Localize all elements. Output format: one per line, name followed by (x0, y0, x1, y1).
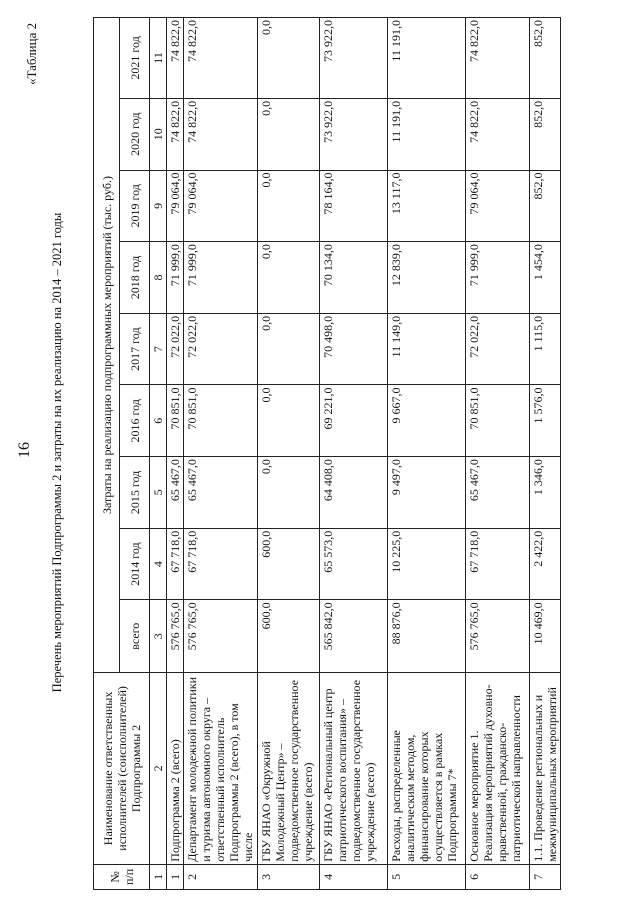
year-cost-cell: 65 467,0 (167, 457, 184, 529)
row-name: Департамент молодежной политики и туризма автономного округа – ответственный исполнитель Подпрограммы 2 (всего), в том числе (184, 673, 258, 865)
year-cost-cell: 0,0 (258, 170, 320, 242)
header-number: № п/п (94, 864, 150, 889)
year-cost-cell: 70 134,0 (320, 242, 388, 314)
table-row (258, 18, 320, 890)
year-cost-cell: 11 191,0 (388, 18, 466, 99)
year-cost-cell: 70 851,0 (184, 385, 258, 457)
year-cost-cell: 71 999,0 (167, 242, 184, 314)
year-cost-cell: 79 064,0 (184, 170, 258, 242)
total-cost-cell: 576 765,0 (184, 600, 258, 673)
page-number: 16 (16, 442, 33, 458)
header-costs: Затраты на реализацию подпрограммных мероприятий (тыс. руб.) (94, 18, 120, 673)
year-cost-cell: 0,0 (258, 457, 320, 529)
year-cost-cell: 67 718,0 (167, 528, 184, 600)
year-cost-cell: 70 851,0 (466, 385, 530, 457)
column-index: 4 (150, 528, 167, 600)
row-name: 1.1. Проведение региональных и межмуниципальных мероприятий (530, 673, 561, 865)
total-cost-cell: 10 469,0 (530, 600, 561, 673)
column-index: 1 (150, 864, 167, 889)
year-cost-cell: 0,0 (258, 18, 320, 99)
table-row (320, 18, 388, 890)
year-cost-cell: 74 822,0 (167, 18, 184, 99)
row-name: ГБУ ЯНАО «Окружной Молодежный Центр» – подведомственное государственное учреждение (всего) (258, 673, 320, 865)
header-year: 2021 год (120, 18, 150, 99)
year-cost-cell: 74 822,0 (184, 18, 258, 99)
total-cost-cell: 88 876,0 (388, 600, 466, 673)
year-cost-cell: 70 498,0 (320, 313, 388, 385)
total-cost-cell: 576 765,0 (466, 600, 530, 673)
year-cost-cell: 10 225,0 (388, 528, 466, 600)
year-cost-cell: 74 822,0 (466, 18, 530, 99)
row-number: 2 (184, 864, 258, 889)
year-cost-cell: 67 718,0 (466, 528, 530, 600)
column-index: 9 (150, 170, 167, 242)
year-cost-cell: 74 822,0 (167, 98, 184, 170)
year-cost-cell: 79 064,0 (466, 170, 530, 242)
column-index: 10 (150, 98, 167, 170)
year-cost-cell: 1 576,0 (530, 385, 561, 457)
column-index: 5 (150, 457, 167, 529)
total-cost-cell: 576 765,0 (167, 600, 184, 673)
row-name: Расходы, распределенные аналитическим методом, финансирование которых осуществляется в рамках Подпрограммы 7* (388, 673, 466, 865)
row-number: 7 (530, 864, 561, 889)
year-cost-cell: 74 822,0 (184, 98, 258, 170)
year-cost-cell: 11 149,0 (388, 313, 466, 385)
year-cost-cell: 78 164,0 (320, 170, 388, 242)
year-cost-cell: 12 839,0 (388, 242, 466, 314)
year-cost-cell: 852,0 (530, 18, 561, 99)
expenditure-table (93, 17, 561, 890)
row-name: Основное мероприятие 1. Реализация мероприятий духовно-нравственной, гражданско-патриотической направленности (466, 673, 530, 865)
column-index: 2 (150, 673, 167, 865)
year-cost-cell: 13 117,0 (388, 170, 466, 242)
year-cost-cell: 70 851,0 (167, 385, 184, 457)
year-cost-cell: 852,0 (530, 98, 561, 170)
year-cost-cell: 72 022,0 (466, 313, 530, 385)
header-year: 2017 год (120, 313, 150, 385)
year-cost-cell: 72 022,0 (167, 313, 184, 385)
column-index: 6 (150, 385, 167, 457)
year-cost-cell: 79 064,0 (167, 170, 184, 242)
year-cost-cell: 74 822,0 (466, 98, 530, 170)
column-index: 7 (150, 313, 167, 385)
document-title: Перечень мероприятий Подпрограммы 2 и затраты на их реализацию на 2014 – 2021 годы (50, 212, 64, 693)
row-name: Подпрограмма 2 (всего) (167, 673, 184, 865)
year-cost-cell: 1 346,0 (530, 457, 561, 529)
table-row (466, 18, 530, 890)
year-cost-cell: 65 467,0 (466, 457, 530, 529)
year-cost-cell: 1 115,0 (530, 313, 561, 385)
year-cost-cell: 9 497,0 (388, 457, 466, 529)
year-cost-cell: 67 718,0 (184, 528, 258, 600)
column-index: 3 (150, 600, 167, 673)
year-cost-cell: 0,0 (258, 313, 320, 385)
year-cost-cell: 65 573,0 (320, 528, 388, 600)
row-number: 6 (466, 864, 530, 889)
header-year: 2019 год (120, 170, 150, 242)
year-cost-cell: 71 999,0 (184, 242, 258, 314)
year-cost-cell: 64 408,0 (320, 457, 388, 529)
year-cost-cell: 65 467,0 (184, 457, 258, 529)
year-cost-cell: 2 422,0 (530, 528, 561, 600)
header-total: всего (120, 600, 150, 673)
header-year: 2016 год (120, 385, 150, 457)
header-year: 2020 год (120, 98, 150, 170)
year-cost-cell: 71 999,0 (466, 242, 530, 314)
header-name: Наименование ответственных исполнителей (соисполнителей) Подпрограммы 2 (94, 673, 150, 865)
year-cost-cell: 852,0 (530, 170, 561, 242)
table-row (167, 18, 184, 890)
year-cost-cell: 0,0 (258, 242, 320, 314)
year-cost-cell: 72 022,0 (184, 313, 258, 385)
year-cost-cell: 11 191,0 (388, 98, 466, 170)
header-year: 2015 год (120, 457, 150, 529)
year-cost-cell: 0,0 (258, 385, 320, 457)
row-number: 1 (167, 864, 184, 889)
header-year: 2014 год (120, 528, 150, 600)
year-cost-cell: 1 454,0 (530, 242, 561, 314)
table-reference: «Таблица 2 (24, 22, 39, 85)
year-cost-cell: 600,0 (258, 528, 320, 600)
year-cost-cell: 0,0 (258, 98, 320, 170)
row-number: 5 (388, 864, 466, 889)
year-cost-cell: 73 922,0 (320, 98, 388, 170)
row-name: ГБУ ЯНАО «Региональный центр патриотического воспитания» – подведомственное государственное учреждение (всего) (320, 673, 388, 865)
column-index: 11 (150, 18, 167, 99)
table-row (184, 18, 258, 890)
column-index: 8 (150, 242, 167, 314)
year-cost-cell: 73 922,0 (320, 18, 388, 99)
table-row (530, 18, 561, 890)
year-cost-cell: 69 221,0 (320, 385, 388, 457)
table-row (388, 18, 466, 890)
row-number: 4 (320, 864, 388, 889)
year-cost-cell: 9 667,0 (388, 385, 466, 457)
total-cost-cell: 565 842,0 (320, 600, 388, 673)
total-cost-cell: 600,0 (258, 600, 320, 673)
header-year: 2018 год (120, 242, 150, 314)
row-number: 3 (258, 864, 320, 889)
